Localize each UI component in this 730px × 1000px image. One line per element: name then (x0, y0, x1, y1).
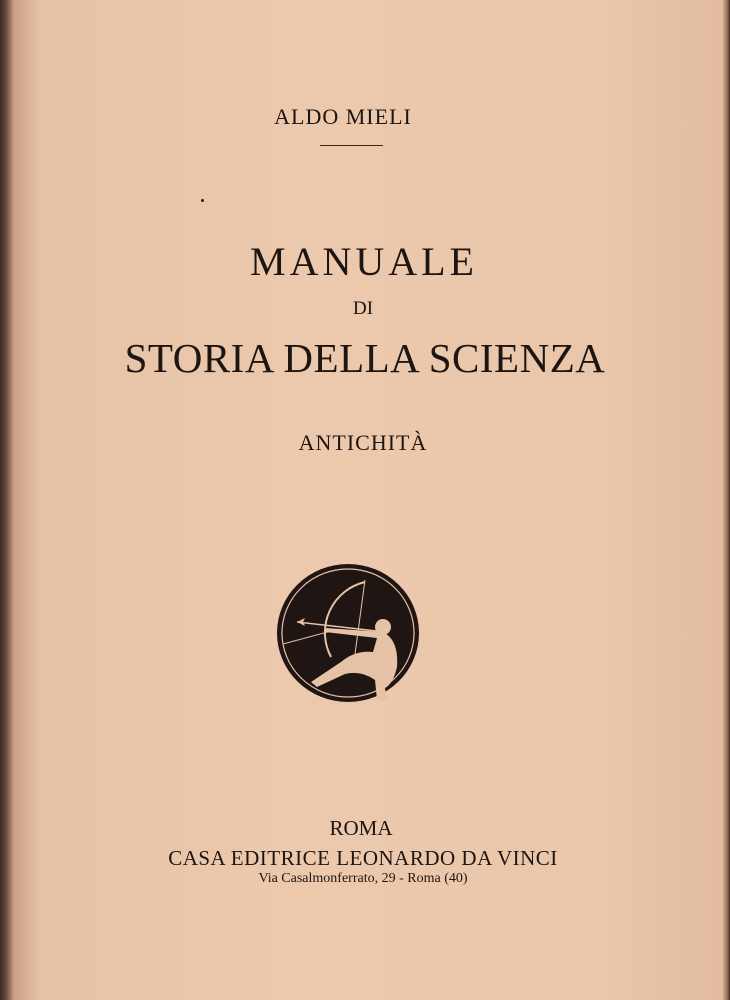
title-connector: DI (352, 298, 374, 319)
publisher-address: Via Casalmonferrato, 29 - Roma (40) (258, 871, 468, 886)
title-line-1: MANUALE (250, 239, 478, 284)
title-line-2: STORIA DELLA SCIENZA (124, 335, 606, 381)
ink-speck (201, 199, 204, 202)
publisher-name: CASA EDITRICE LEONARDO DA VINCI (168, 846, 558, 870)
author-name: ALDO MIELI (274, 104, 412, 129)
archer-emblem-icon (275, 562, 421, 704)
subtitle: ANTICHITÀ (298, 430, 428, 455)
publication-city: ROMA (329, 816, 393, 840)
divider-rule (320, 145, 383, 146)
